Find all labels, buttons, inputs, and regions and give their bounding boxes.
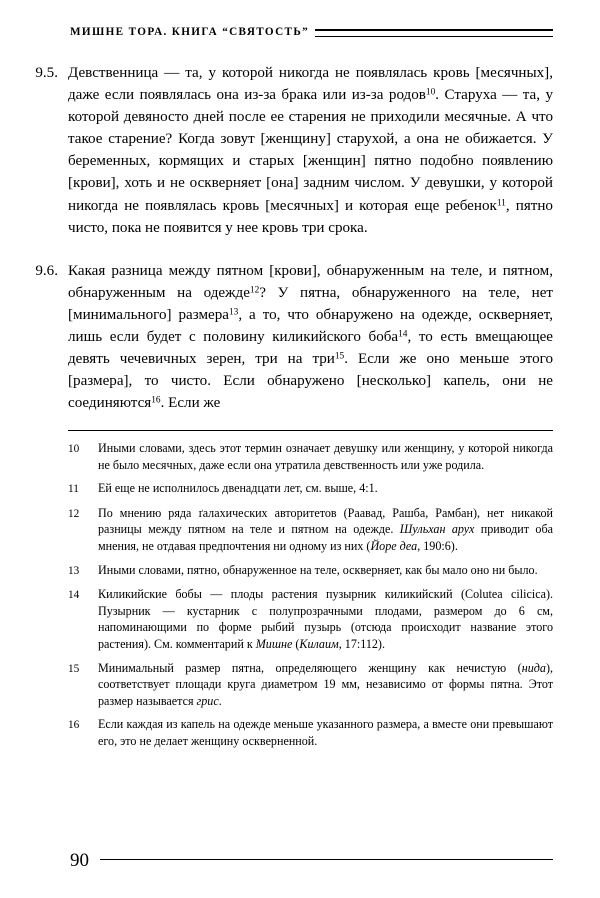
footnote-item [68,480,553,498]
footnote-text: Иными словами, пятно, обнаруженное на теле, оскверняет, как бы мало оно ни было. [98,562,538,577]
footnote-item [68,716,553,749]
footnote-number: 10 [68,443,80,455]
footnote-item [68,660,553,710]
footnote-number: 12 [68,507,80,520]
footnote-text: Если каждая из капель на одежде меньше указанного размера, а вместе они превышают его, это не делает женщину оскверненной. [98,717,553,748]
footnote-item [68,505,553,555]
footnote-number: 14 [68,589,80,602]
paragraph-number: 9.6. [35,262,58,279]
footnote-number: 16 [68,719,80,732]
numbered-paragraph [26,62,553,239]
footnote-item [68,562,553,580]
footnote-item [68,440,553,473]
footnote-text: Киликийские бобы — плоды растения пузырник киликийский (Colutea cilicica). Пузырник — кустарник с полупрозрачными плодами, размером до 6 см, напоминающими по форме рыбий пузырь (отсюда происходит название этого растения). См. комментарий к Мишне (Килаим, 17:112). [98,587,553,651]
header-divider-rule [315,29,553,37]
footnote-text: Иными словами, здесь этот термин означает девушку или женщину, у которой никогда не было месячных, даже если она утратила девственность или уже родила. [98,441,553,472]
numbered-paragraph [26,260,553,415]
page-footer [70,851,553,870]
paragraph-number: 9.5. [35,65,58,81]
footnote-number: 15 [68,662,80,675]
footnote-item [68,586,553,652]
footnote-section [68,430,553,757]
running-header-title: МИШНЕ ТОРА. КНИГА “СВЯТОСТЬ” [70,26,310,38]
footer-divider-rule [100,859,553,860]
footnote-text: Минимальный размер пятна, определяющего женщину как нечистую (нида), соответствует площади круга диаметром 19 мм, независимо от формы пятна. Этот размер называется грис. [98,660,553,708]
paragraph-body: Какая разница между пятном [крови], обнаруженным на теле, и пятном, обнаруженным на одежде$^{12}$? У пятна, обнаруженного на теле, нет [минимального] размера$^{13}$, а то, что обнаружено на одежде, оскверняет, лишь если будет с половину киликийского боба$^{14}$, то есть вмещающее девять чечевичных зерен, три на три$^{15}$. Если же оно меньше этого [размера], то чисто. Если обнаружено [несколько] капель, они не соединяются$^{16}$. Если же [68,262,554,412]
footnote-text: По мнению ряда ґалахических авторитетов (Раавад, Рашба, Рамбан), нет никакой разницы между пятном на теле и пятном на одежде. Шульхан арух приводит оба мнения, не отдавая предпочтения ни одному из них (Йоре деа, 190:6). [98,505,553,553]
footnote-text: Ей еще не исполнилось двенадцати лет, см. выше, 4:1. [98,481,378,496]
paragraph-body: Девственница — та, у которой никогда не появлялась кровь [месячных], даже если появлялась она из-за брака или из-за родов$^{10}$. Старуха — та, у которой девяносто дней после ее старения не приходили месячные. А что такое старение? Когда зовут [женщину] старухой, а она не обижается. У беременных, кормящих и старых [женщин] пятно подобно появлению [крови], хоть и не оскверняет [она] задним числом. У девушки, у которой никогда не появлялась кровь [месячных] и которая еще ребенок$^{11}$, пятно чисто, пока не появится у нее кровь три срока. [68,65,553,236]
running-header [70,22,553,42]
page-number: 90 [70,850,89,871]
footnote-number: 11 [68,483,79,496]
footnote-separator-rule [68,430,553,431]
footnote-number: 13 [68,564,80,577]
body-text [26,62,553,435]
